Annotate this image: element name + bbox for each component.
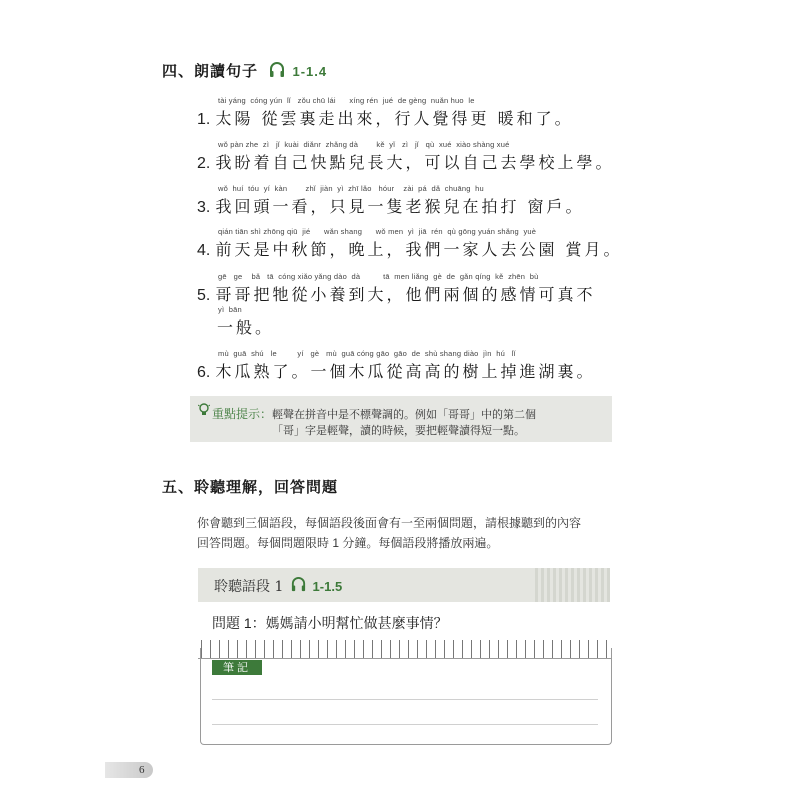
sentence-1-pinyin: tài yáng cóng yún lǐ zǒu chū lái xíng rén jué de gèng nuǎn huo le <box>218 96 475 105</box>
sentence-5 <box>197 282 595 305</box>
tip-line-1 <box>212 403 536 422</box>
sentence-text: 我回頭一看，只見一隻老猴兒在拍打 窗戶。 <box>215 197 585 216</box>
sentence-5b-pinyin: yì bān <box>218 305 242 314</box>
section5-title: 五、聆聽理解，回答問題 <box>162 478 339 496</box>
sentence-4-pinyin: qián tiān shì zhōng qiū jié wǎn shang wǒ men yì jiā rén qù gōng yuán shǎng yuè <box>218 227 537 236</box>
sentence-number: 4. <box>197 242 211 259</box>
sentence-number: 1. <box>197 111 211 128</box>
sentence-6-pinyin: mù guā shú le yí gè mù guā cóng gāo gāo de shù shang diào jìn hú lǐ <box>218 349 516 358</box>
segment-header <box>214 576 342 597</box>
sentence-1 <box>197 106 574 129</box>
audio-track-code: 1-1.4 <box>292 64 328 79</box>
tip-text: 輕聲在拼音中是不標聲調的。例如「哥哥」中的第二個 <box>272 408 537 421</box>
headphones-icon[interactable] <box>290 576 307 597</box>
sentence-6 <box>197 359 595 382</box>
sentence-text: 木瓜熟了。一個木瓜從高高的樹上掉進湖裏。 <box>215 362 596 381</box>
headphones-icon[interactable] <box>268 61 286 83</box>
tip-label: 重點提示： <box>212 407 273 421</box>
section4-title-text: 四、朗讀句子 <box>162 62 259 80</box>
sentence-text: 太陽 從雲裏走出來，行人覺得更 暖和了。 <box>215 109 574 128</box>
sentence-number: 6. <box>197 364 211 381</box>
instruction-line-1: 你會聽到三個語段，每個語段後面會有一至兩個問題，請根據聽到的內容 <box>197 516 582 530</box>
sentence-number: 5. <box>197 287 211 304</box>
sentence-text: 哥哥把牠從小養到大，他們兩個的感情可真不 <box>215 285 596 304</box>
tip-line-2: 「哥」字是輕聲，讀的時候，要把輕聲讀得短一點。 <box>272 424 525 437</box>
sentence-text: 一般。 <box>217 318 275 337</box>
sentence-5-pinyin: gē ge bǎ tā cóng xiǎo yǎng dào dà tā men liǎng gè de gǎn qíng kě zhēn bù <box>218 272 539 281</box>
question-1: 問題 1：媽媽請小明幫忙做甚麼事情？ <box>212 615 448 631</box>
lightbulb-icon <box>198 402 210 421</box>
instruction-line-2: 回答問題。每個問題限時 1 分鐘。每個語段將播放兩遍。 <box>197 536 499 550</box>
banner-stripes <box>535 568 610 602</box>
sentence-text: 我盼着自己快點兒長大，可以自己去學校上學。 <box>215 153 615 172</box>
sentence-text: 前天是中秋節，晚上，我們一家人去公園 賞月。 <box>215 240 623 259</box>
sentence-number: 3. <box>197 199 211 216</box>
sentence-3 <box>197 194 585 217</box>
section4-title <box>162 60 327 83</box>
sentence-4 <box>197 237 623 260</box>
notes-label: 筆記 <box>212 660 262 675</box>
segment-audio-code: 1-1.5 <box>312 579 343 594</box>
sentence-2-pinyin: wǒ pàn zhe zì jǐ kuài diǎnr zhǎng dà kě yǐ zì jǐ qù xué xiào shàng xué <box>218 140 510 149</box>
page-number-tab <box>105 762 153 778</box>
page-number: 6 <box>139 764 145 776</box>
notes-line <box>212 724 598 725</box>
notes-line <box>212 699 598 700</box>
sentence-5b <box>217 315 274 338</box>
sentence-2 <box>197 150 614 173</box>
notebook-spiral <box>198 640 612 659</box>
segment-label: 聆聽語段 1 <box>214 579 284 595</box>
sentence-number: 2. <box>197 155 211 172</box>
sentence-3-pinyin: wǒ huí tóu yí kàn zhǐ jiàn yì zhī lǎo hóur zài pá dǎ chuāng hu <box>218 184 484 193</box>
